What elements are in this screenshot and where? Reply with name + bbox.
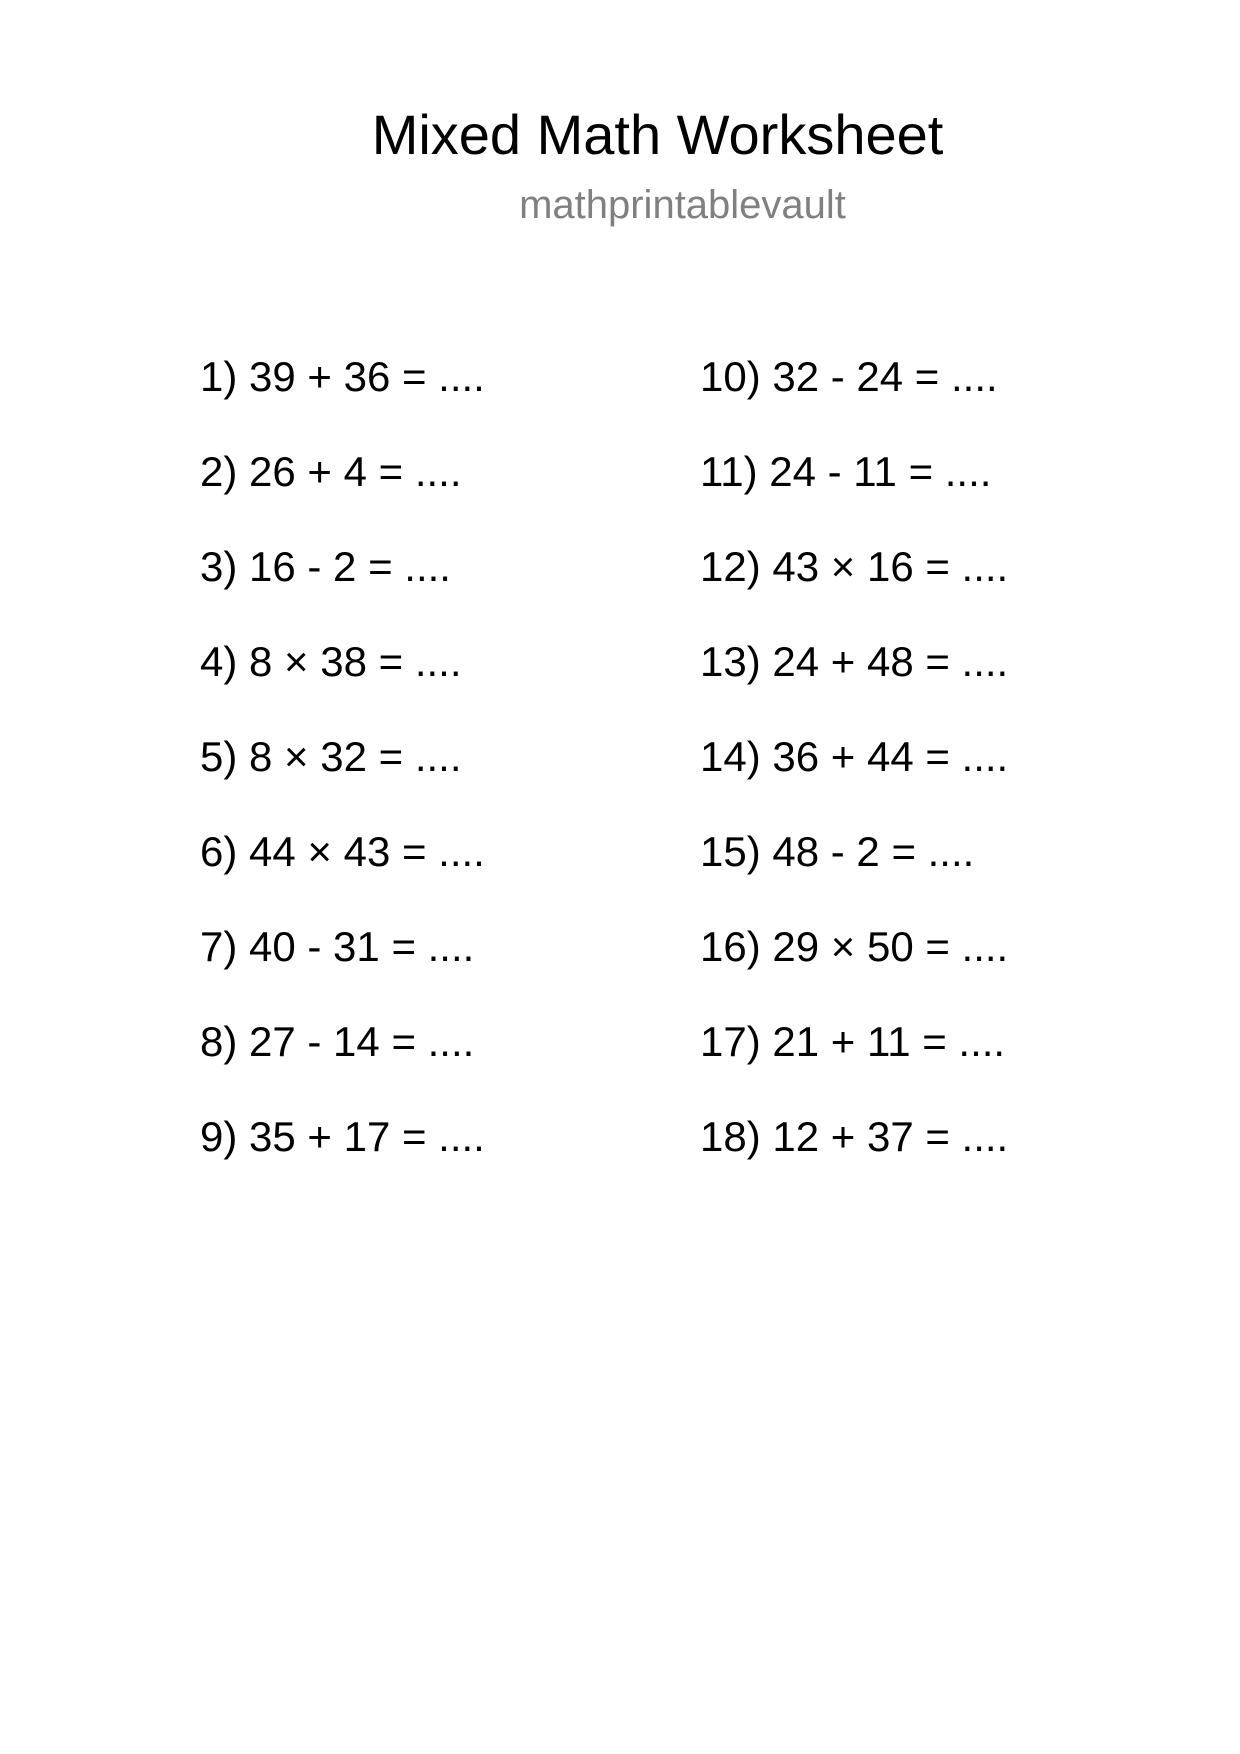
- problem-8: 8) 27 - 14 = ....: [200, 1018, 475, 1065]
- page-subtitle: mathprintablevault: [519, 183, 846, 227]
- problem-column-left: [200, 352, 485, 1207]
- problem-13: 13) 24 + 48 = ....: [700, 638, 1009, 685]
- problem-9: 9) 35 + 17 = ....: [200, 1113, 485, 1160]
- problem-10: 10) 32 - 24 = ....: [700, 353, 998, 400]
- problem-14: 14) 36 + 44 = ....: [700, 733, 1009, 780]
- problem-2: 2) 26 + 4 = ....: [200, 448, 462, 495]
- problem-7: 7) 40 - 31 = ....: [200, 923, 475, 970]
- problem-3: 3) 16 - 2 = ....: [200, 543, 451, 590]
- problem-6: 6) 44 × 43 = ....: [200, 828, 485, 875]
- problem-11: 11) 24 - 11 = ....: [700, 448, 992, 495]
- problem-5: 5) 8 × 32 = ....: [200, 733, 462, 780]
- problem-1: 1) 39 + 36 = ....: [200, 353, 485, 400]
- problem-15: 15) 48 - 2 = ....: [700, 828, 975, 875]
- problem-18: 18) 12 + 37 = ....: [700, 1113, 1009, 1160]
- problem-16: 16) 29 × 50 = ....: [700, 923, 1009, 970]
- problem-17: 17) 21 + 11 = ....: [700, 1018, 1006, 1065]
- problem-12: 12) 43 × 16 = ....: [700, 543, 1009, 590]
- problem-column-right: [700, 352, 1008, 1207]
- page-title: Mixed Math Worksheet: [371, 103, 944, 166]
- problem-4: 4) 8 × 38 = ....: [200, 638, 462, 685]
